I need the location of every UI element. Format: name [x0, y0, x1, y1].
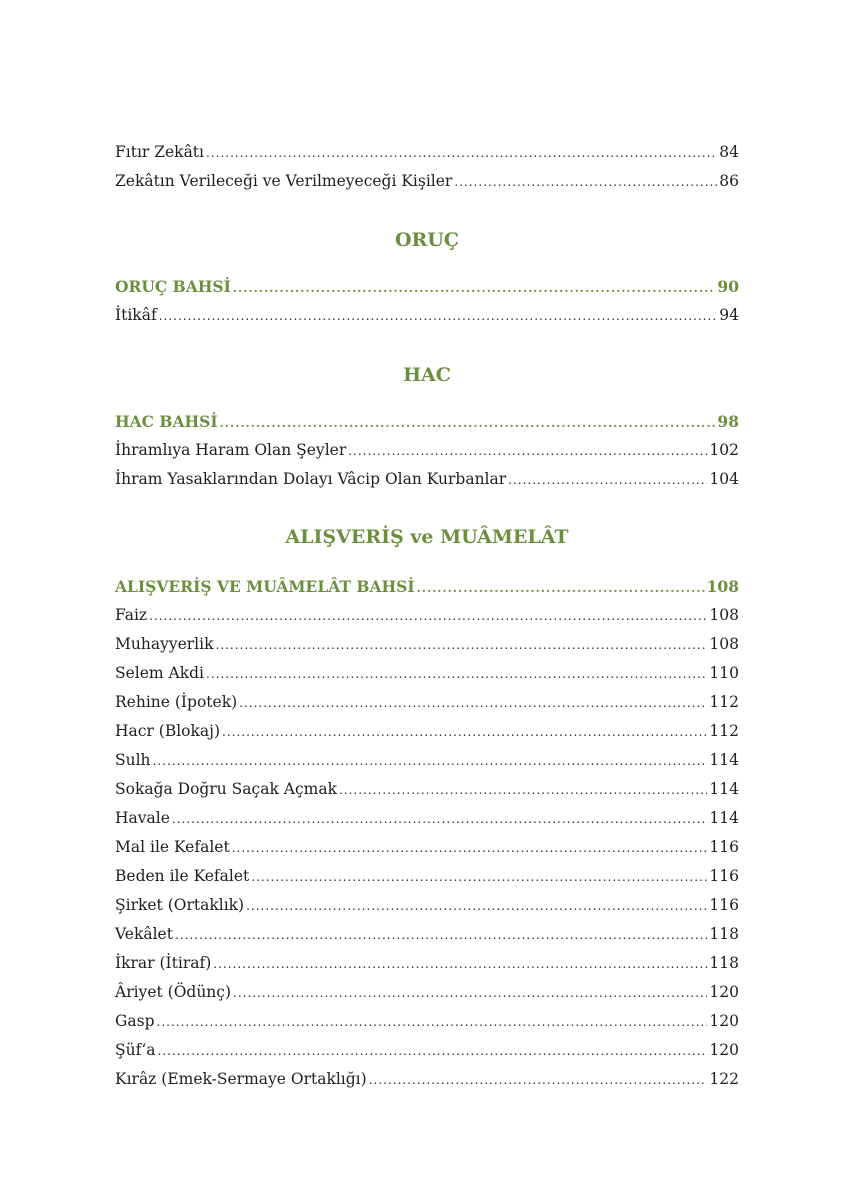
- toc-entry-page: 112: [709, 722, 739, 740]
- toc-entry-page: 114: [709, 751, 739, 769]
- toc-entry-page: 108: [709, 635, 739, 653]
- toc-entry-title: ALIŞVERİŞ VE MUÂMELÂT BAHSİ: [115, 577, 415, 596]
- toc-section-oruc: [115, 272, 739, 330]
- toc-entry-page: 116: [709, 838, 739, 856]
- dot-leader: [508, 466, 707, 495]
- toc-entry[interactable]: [115, 920, 739, 949]
- toc-entry-title: Fıtır Zekâtı: [115, 143, 204, 161]
- dot-leader: [158, 1037, 708, 1066]
- toc-entry-page: 90: [717, 277, 739, 296]
- toc-entry[interactable]: [115, 1065, 739, 1094]
- dot-leader: [206, 660, 707, 689]
- toc-entry-title: İkrar (İtiraf): [115, 954, 212, 972]
- toc-entry-major[interactable]: [115, 407, 739, 436]
- toc-entry-page: 118: [709, 954, 739, 972]
- toc-entry-title: İhram Yasaklarından Dolayı Vâcip Olan Kurbanlar: [115, 470, 507, 488]
- dot-leader: [149, 602, 707, 631]
- toc-entry-title: Gasp: [115, 1012, 155, 1030]
- toc-entry-page: 116: [709, 896, 739, 914]
- dot-leader: [417, 574, 705, 603]
- toc-entry[interactable]: [115, 436, 739, 465]
- toc-entry[interactable]: [115, 949, 739, 978]
- toc-entry-page: 120: [709, 983, 739, 1001]
- toc-entry[interactable]: [115, 862, 739, 891]
- toc-entry-title: Vekâlet: [115, 925, 173, 943]
- dot-leader: [251, 863, 707, 892]
- toc-entry-title: ORUÇ BAHSİ: [115, 277, 231, 296]
- dot-leader: [222, 718, 707, 747]
- toc-entry[interactable]: [115, 717, 739, 746]
- dot-leader: [159, 302, 718, 331]
- toc-entry-title: Kırâz (Emek-Sermaye Ortaklığı): [115, 1070, 367, 1088]
- dot-leader: [172, 805, 708, 834]
- toc-entry-title: Beden ile Kefalet: [115, 867, 250, 885]
- toc-entry-page: 120: [709, 1041, 739, 1059]
- toc-entry-page: 108: [709, 606, 739, 624]
- toc-entry-title: İhramlıya Haram Olan Şeyler: [115, 441, 347, 459]
- toc-entry-title: Mal ile Kefalet: [115, 838, 230, 856]
- toc-entry[interactable]: [115, 138, 739, 167]
- toc-entry-page: 110: [709, 664, 739, 682]
- section-heading-oruc: ORUÇ: [394, 229, 460, 251]
- dot-leader: [246, 892, 707, 921]
- toc-entry-page: 98: [717, 412, 739, 431]
- toc-entry-page: 104: [709, 470, 739, 488]
- toc-entry[interactable]: [115, 659, 739, 688]
- toc-entry-title: HAC BAHSİ: [115, 412, 218, 431]
- toc-entry[interactable]: [115, 301, 739, 330]
- toc-section-hac: [115, 407, 739, 494]
- toc-entry-major[interactable]: [115, 272, 739, 301]
- toc-entry-title: Şirket (Ortaklık): [115, 896, 245, 914]
- dot-leader: [239, 689, 707, 718]
- toc-entry-title: Rehine (İpotek): [115, 693, 238, 711]
- toc-entry[interactable]: [115, 630, 739, 659]
- dot-leader: [233, 979, 707, 1008]
- toc-entry-page: 108: [706, 577, 739, 596]
- toc-entry-title: Sulh: [115, 751, 151, 769]
- dot-leader: [215, 631, 707, 660]
- toc-entry-title: Faiz: [115, 606, 148, 624]
- toc-entry[interactable]: [115, 167, 739, 196]
- toc-entry-page: 112: [709, 693, 739, 711]
- dot-leader: [339, 776, 707, 805]
- toc-entry-page: 122: [709, 1070, 739, 1088]
- toc-entry-page: 116: [709, 867, 739, 885]
- section-heading-hac: HAC: [403, 364, 451, 386]
- toc-entry-title: Hacr (Blokaj): [115, 722, 220, 740]
- section-heading-alisveris: ALIŞVERİŞ ve MUÂMELÂT: [285, 526, 569, 548]
- toc-entry[interactable]: [115, 688, 739, 717]
- toc-entry-page: 102: [709, 441, 739, 459]
- toc-entry-title: Zekâtın Verileceği ve Verilmeyeceği Kişiler: [115, 172, 453, 190]
- toc-entry[interactable]: [115, 746, 739, 775]
- toc-entry[interactable]: [115, 465, 739, 494]
- toc-entry-page: 118: [709, 925, 739, 943]
- dot-leader: [348, 437, 707, 466]
- toc-entry[interactable]: [115, 775, 739, 804]
- toc-entry-title: Muhayyerlik: [115, 635, 214, 653]
- dot-leader: [157, 1008, 708, 1037]
- toc-entry-title: Şüf‘a: [115, 1041, 156, 1059]
- toc-entry-page: 120: [709, 1012, 739, 1030]
- dot-leader: [454, 168, 717, 197]
- toc-entry-title: İtikâf: [115, 306, 157, 324]
- toc-entry-page: 86: [719, 172, 739, 190]
- toc-entry-title: Havale: [115, 809, 170, 827]
- toc-entry[interactable]: [115, 978, 739, 1007]
- dot-leader: [220, 409, 716, 438]
- toc-intro-list: [115, 138, 739, 196]
- toc-section-alisveris: [115, 572, 739, 1094]
- dot-leader: [153, 747, 708, 776]
- toc-entry-title: Selem Akdi: [115, 664, 205, 682]
- toc-entry[interactable]: [115, 601, 739, 630]
- toc-entry-title: Âriyet (Ödünç): [115, 983, 232, 1001]
- dot-leader: [232, 834, 708, 863]
- dot-leader: [233, 274, 716, 303]
- dot-leader: [206, 139, 717, 168]
- toc-entry[interactable]: [115, 891, 739, 920]
- toc-entry-page: 114: [709, 780, 739, 798]
- toc-entry-page: 94: [719, 306, 739, 324]
- toc-entry[interactable]: [115, 833, 739, 862]
- toc-entry-page: 84: [719, 143, 739, 161]
- toc-entry-page: 114: [709, 809, 739, 827]
- dot-leader: [213, 950, 707, 979]
- toc-entry[interactable]: [115, 804, 739, 833]
- toc-entry-title: Sokağa Doğru Saçak Açmak: [115, 780, 337, 798]
- toc-entry[interactable]: [115, 1036, 739, 1065]
- toc-entry-major[interactable]: [115, 572, 739, 601]
- dot-leader: [175, 921, 707, 950]
- toc-entry[interactable]: [115, 1007, 739, 1036]
- dot-leader: [369, 1066, 708, 1095]
